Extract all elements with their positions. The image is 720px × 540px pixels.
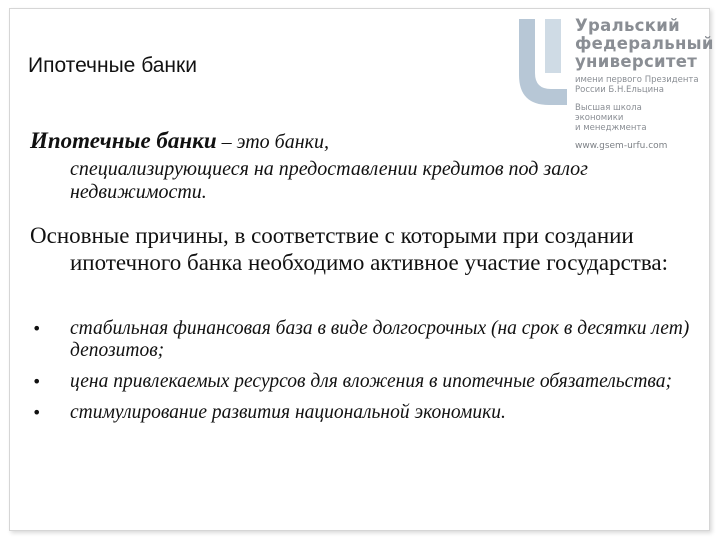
definition: [30, 130, 680, 153]
logo-line-3: университет: [575, 52, 698, 71]
logo-url: www.gsem-urfu.com: [575, 141, 668, 151]
bullet-icon: •: [32, 319, 42, 338]
definition-term: Ипотечные банки: [30, 128, 217, 153]
list-item-text: стабильная финансовая база в виде долгосрочных (на срок в десятки лет) депозитов;: [70, 318, 690, 361]
logo-school-line-3: и менеджмента: [575, 123, 647, 133]
bullet-icon: •: [32, 403, 42, 422]
list-item-text: цена привлекаемых ресурсов для вложения в ипотечные обязательства;: [70, 371, 672, 392]
urfu-logo-icon: [515, 15, 571, 115]
logo-school-line-2: экономики: [575, 113, 624, 123]
reasons-list: [30, 318, 695, 433]
list-item: [30, 402, 695, 424]
bullet-icon: •: [32, 372, 42, 391]
logo-line-2: федеральный: [575, 34, 714, 53]
definition-rest: – это банки,: [216, 131, 329, 153]
slide-title: Ипотечные банки: [28, 54, 197, 77]
reasons-paragraph: [30, 222, 695, 276]
logo-school-line-1: Высшая школа: [575, 103, 642, 113]
list-item-text: стимулирование развития национальной экономики.: [70, 402, 506, 423]
list-item: [30, 318, 695, 362]
reasons-text: Основные причины, в соответствие с которыми при создании ипотечного банка необходимо активное участие государства:: [30, 223, 668, 275]
logo-small-line-1: имени первого Президента: [575, 75, 699, 85]
logo-line-1: Уральский: [575, 16, 680, 35]
list-item: [30, 371, 695, 393]
logo-small-line-2: России Б.Н.Ельцина: [575, 85, 664, 95]
definition-continuation: специализирующиеся на предоставлении кредитов под залог недвижимости.: [70, 158, 588, 203]
